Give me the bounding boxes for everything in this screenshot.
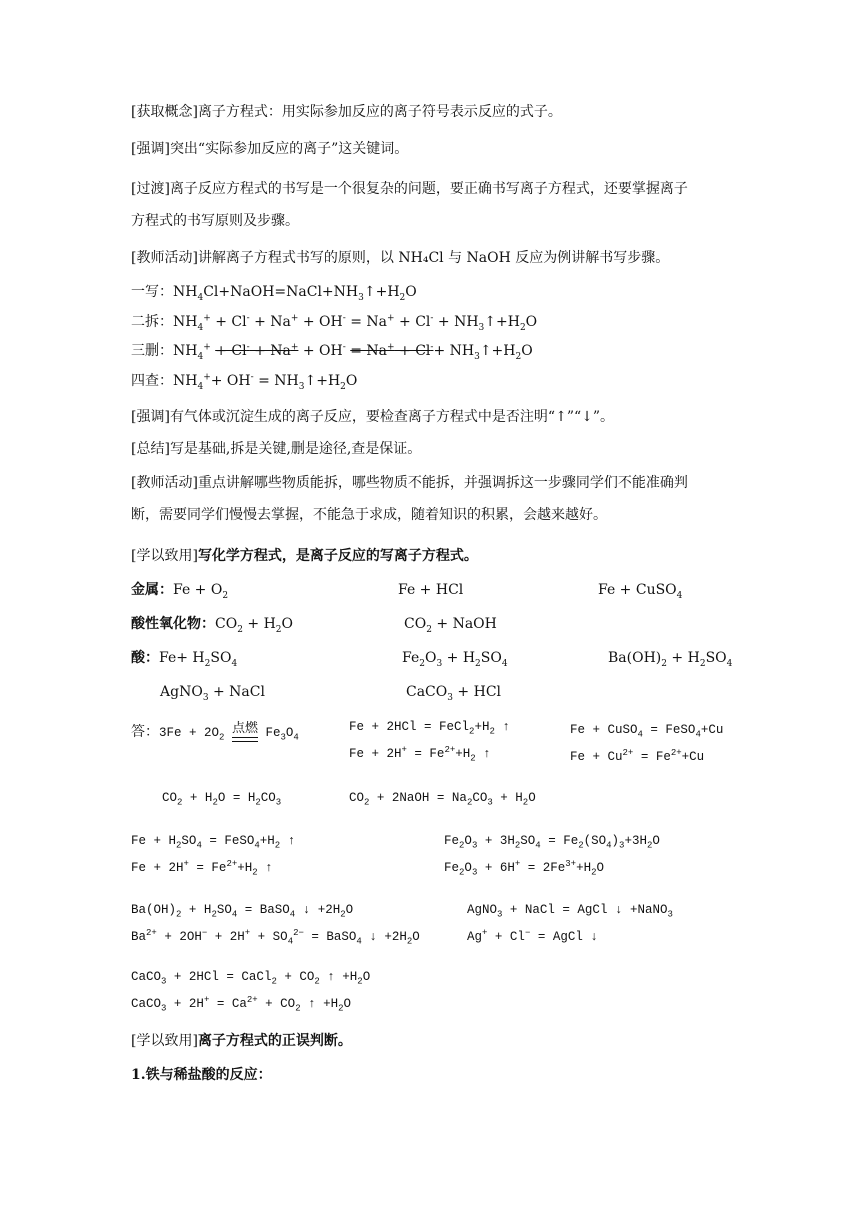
paragraph-text: 写是基础,拆是关键,删是途径,查是保证。 xyxy=(169,441,422,457)
answer-baoh2-h2so4: $Ba(OH)_2 + H_2SO_4$ = BaSO$_4$ ↓ $+2H_2O$ xyxy=(131,903,354,920)
step-delete: 三删：$NH_4^+ + Cl^- + Na^+ + OH^- = Na^+ + Cl^-+$ $NH_3↑+H_2O$ xyxy=(131,342,533,362)
exercise-acidic-oxide: 酸性氧化物：$CO_2 + H_2O$ xyxy=(131,616,293,635)
paragraph-tag: [强调] xyxy=(131,409,170,425)
step-label: 一写： xyxy=(131,284,173,300)
answer-agno3-nacl-ionic: Ag+ + Cl− = AgCl ↓ xyxy=(467,927,598,944)
paragraph-tag: [总结] xyxy=(131,441,170,457)
paragraph-text: 写化学方程式，是离子反应的写离子方程式。 xyxy=(197,548,478,564)
paragraph-tag: [学以致用] xyxy=(131,1033,198,1049)
paragraph-text: 讲解离子方程式书写的原则，以 NH₄Cl 与 NaOH 反应为例讲解书写步骤。 xyxy=(197,250,670,266)
answer-fe-cuso4: Fe + CuSO$_4$ = FeSO$_4$+Cu xyxy=(570,723,724,740)
exercise-fe-cuso4: Fe + CuSO$_4$ xyxy=(598,582,683,601)
teacher-activity-2-line1 xyxy=(131,475,688,492)
exercise-label: 酸性氧化物： xyxy=(131,616,215,632)
answer-fe-hcl-ionic: $Fe + 2H^+ = Fe^{2+}+H_2$ ↑ xyxy=(349,744,491,764)
emphasis-paragraph xyxy=(131,141,408,158)
transition-paragraph-line2: 方程式的书写原则及步骤。 xyxy=(131,213,299,229)
ignite-label: 点燃 xyxy=(231,721,258,736)
answer-fe-h2so4: $Fe + H_2SO_4$ = $FeSO_4+H_2$ ↑ xyxy=(131,834,296,851)
answer-fe-h2so4-ionic: $Fe + 2H^+ = Fe^{2+}+H_2$ ↑ xyxy=(131,858,273,878)
answer-caco3-hcl: CaCO$_3$ + 2HCl = CaCl$_2$ + $CO_2$ ↑ $+H_2O$ xyxy=(131,970,371,987)
question-1: 1.铁与稀盐酸的反应： xyxy=(131,1067,272,1083)
answer-fe-cuso4-ionic: $Fe + Cu^{2+} = Fe^{2+}+Cu$ xyxy=(570,747,705,764)
equals-sign xyxy=(232,737,258,742)
paragraph-text: 突出“实际参加反应的离子”这关键词。 xyxy=(169,141,409,157)
answer-fe2o3-h2so4: $Fe_2O_3 + 3H_2SO_4 = Fe_2(SO_4)_3+3H_2O$ xyxy=(444,834,660,851)
answer-co2-naoh: $CO_2$ + 2NaOH = $Na_2CO_3 + H_2O$ xyxy=(349,791,536,808)
step-label: 二拆： xyxy=(131,314,173,330)
paragraph-text: 重点讲解哪些物质能拆，哪些物质不能拆，并强调拆这一步骤同学们不能准确判 xyxy=(197,475,688,491)
answer-label: 答： xyxy=(131,725,159,742)
teacher-activity-paragraph xyxy=(131,250,669,267)
exercise-label: 酸： xyxy=(131,650,159,666)
answer-fe2o3-h2so4-ionic: $Fe_2O_3 + 6H^+ = 2Fe^{3+}+H_2O$ xyxy=(444,858,605,878)
answer-co2-h2o: $CO_2 + H_2O = H_2CO_3$ xyxy=(162,791,282,808)
paragraph-tag: [强调] xyxy=(131,141,170,157)
paragraph-text: 有气体或沉淀生成的离子反应，要检查离子方程式中是否注明“↑”“↓”。 xyxy=(169,409,615,425)
step-check: 四查：$NH_4^++ OH^-$ = $NH_3↑+H_2O$ xyxy=(131,372,358,392)
paragraph-tag: [过渡] xyxy=(131,181,170,197)
answer-fe-hcl: $Fe + 2HCl = FeCl_2+H_2$ ↑ xyxy=(349,720,510,737)
paragraph-tag: [获取概念] xyxy=(131,104,198,120)
paragraph-tag: [教师活动] xyxy=(131,475,198,491)
teacher-activity-2-line2: 断，需要同学们慢慢去掌握，不能急于求成，随着知识的积累，会越来越好。 xyxy=(131,507,607,523)
paragraph-tag: [教师活动] xyxy=(131,250,198,266)
apply-paragraph-2 xyxy=(131,1033,352,1050)
paragraph-text: 离子方程式的正误判断。 xyxy=(197,1033,352,1049)
paragraph-tag: [学以致用] xyxy=(131,548,198,564)
concept-paragraph xyxy=(131,104,562,121)
step-write: 一写：$NH_4Cl+NaOH=NaCl+NH_3↑+H_2O$ xyxy=(131,284,417,303)
answer-agno3-nacl: AgNO$_3$ + NaCl = AgCl ↓ +NaNO$_3$ xyxy=(467,903,673,920)
answer-baoh2-h2so4-ionic: $Ba^{2+} + 2OH^- + 2H^+ + SO_4^{2-}$ = BaSO$_4$ ↓ $+2H_2O$ xyxy=(131,927,420,947)
exercise-metal: 金属：$Fe + O_2$ xyxy=(131,582,229,601)
exercise-fe2o3-h2so4: $Fe_2O_3 + H_2SO_4$ xyxy=(402,650,508,669)
answer-fe-o2: 答：$3Fe + 2O_2$ 点燃 $Fe_3O_4$ xyxy=(131,721,299,743)
step-label: 四查： xyxy=(131,373,173,389)
exercise-co2-naoh: $CO_2$ + NaOH xyxy=(404,616,497,635)
step-label: 三删： xyxy=(131,343,173,359)
exercise-acid: 酸：$Fe+ H_2SO_4$ xyxy=(131,650,238,669)
exercise-label: 金属： xyxy=(131,582,173,598)
exercise-caco3-hcl: CaCO$_3$ + HCl xyxy=(406,684,502,703)
exercise-agno3-nacl: AgNO$_3$ + NaCl xyxy=(160,684,265,703)
answer-caco3-hcl-ionic: CaCO$_3$ + $2H^+ = Ca^{2+} + CO_2$ ↑ $+H_2O$ xyxy=(131,994,352,1014)
exercise-fe-hcl: Fe + HCl xyxy=(398,582,464,598)
paragraph-text: 离子方程式：用实际参加反应的离子符号表示反应的式子。 xyxy=(197,104,562,120)
ignite-condition xyxy=(232,722,258,742)
transition-paragraph-line1 xyxy=(131,181,688,198)
apply-paragraph xyxy=(131,548,478,565)
summary-paragraph xyxy=(131,441,421,458)
emphasis-paragraph-2 xyxy=(131,409,614,426)
exercise-baoh2-h2so4: $Ba(OH)_2 + H_2SO_4$ xyxy=(608,650,733,669)
paragraph-text: 离子反应方程式的书写是一个很复杂的问题，要正确书写离子方程式，还要掌握离子 xyxy=(169,181,688,197)
step-split: 二拆：$NH_4^+ + Cl^- + Na^+ + OH^- = Na^+ + Cl^-$ + $NH_3↑+H_2O$ xyxy=(131,313,538,333)
